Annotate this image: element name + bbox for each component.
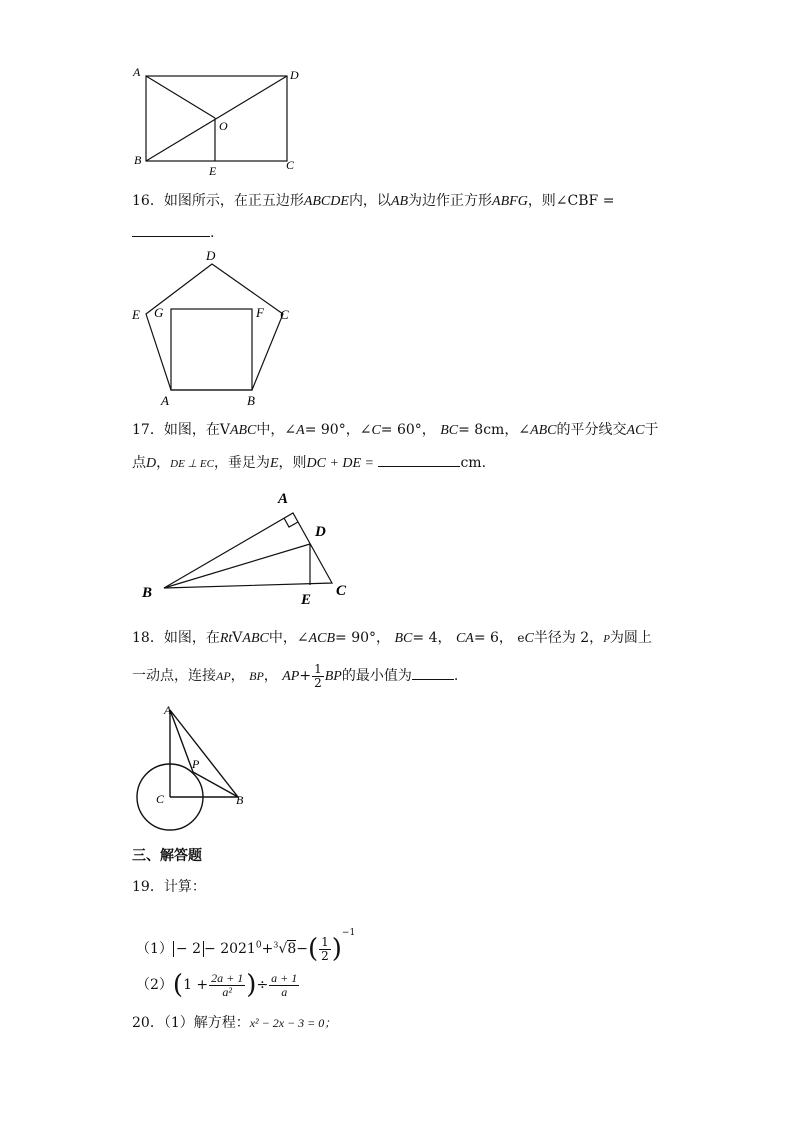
- q18-t10: ，: [263, 668, 278, 684]
- q17-t5: = 8cm，∠: [458, 422, 531, 438]
- q16-period: .: [210, 225, 215, 241]
- question-17-line2: [132, 452, 486, 474]
- circle-triangle-figure: [130, 700, 260, 840]
- q16-ab: AB: [390, 194, 409, 209]
- q18-t1: 如图，在: [163, 630, 220, 646]
- q18-p: P: [603, 633, 610, 645]
- question-18: [132, 628, 652, 649]
- q19-part1: $(1) - 2 - 2021^0+^3√8-$( $\frac{1}{2}$ )$^{-1}$: [136, 928, 356, 964]
- q18-t3: = 90°，: [335, 630, 391, 646]
- q19-part2: （2）(1 + $\frac{2a + 1}{\text{a²}}$ )÷ $\frac{a + 1}{a}$: [136, 970, 298, 1000]
- q19-one: 1 +: [183, 977, 209, 993]
- equation: x² − 2x − 3 = 0；: [249, 1016, 337, 1030]
- q18-ap: AP: [216, 669, 231, 683]
- q17-t11: ，则: [278, 455, 307, 471]
- abs-value: − 2: [173, 941, 204, 957]
- q16-end: ，则∠CBF =: [527, 193, 615, 209]
- q17-t2: 中，∠: [256, 422, 297, 438]
- fraction-denominator: a: [281, 984, 288, 999]
- q18-bc: BC: [394, 631, 413, 646]
- label-c: C: [280, 307, 289, 322]
- label-f: F: [256, 305, 264, 320]
- q16-mid: 内，以: [348, 193, 391, 209]
- exponent: −1: [341, 928, 356, 938]
- q17-ac: AC: [626, 423, 645, 438]
- fraction-numerator: 1: [314, 661, 322, 676]
- q17-t7: 于: [644, 422, 659, 438]
- q16-mid2: 为边作正方形: [408, 193, 493, 209]
- q19-minus: −: [296, 941, 308, 957]
- q18-v: V: [232, 630, 243, 646]
- question-18-line2: [132, 662, 458, 691]
- q18-plus: +: [299, 668, 312, 684]
- q17-debc: DE ⊥ EC: [170, 458, 214, 470]
- q17-e: E: [269, 456, 279, 471]
- section-heading: 三、解答题: [132, 848, 202, 864]
- label-d: D: [290, 68, 299, 82]
- fraction-denominator: 2: [314, 675, 322, 690]
- fraction-denominator: 2: [321, 948, 329, 963]
- q18-t5: = 6，: [473, 630, 513, 646]
- q17-a: A: [296, 423, 305, 438]
- q16-text: 如图所示，在正五边形: [163, 193, 304, 209]
- q18-period: .: [453, 668, 459, 684]
- answer-blank-16[interactable]: [132, 222, 214, 243]
- divide-sign: ÷: [256, 977, 269, 993]
- part-label: （2）: [136, 977, 173, 993]
- question-16: [132, 191, 614, 212]
- q17-c: C: [371, 423, 381, 438]
- label-e: E: [301, 592, 312, 608]
- q16-square: ABFG: [492, 194, 528, 209]
- q17-t6: 的平分线交: [556, 422, 627, 438]
- label-c: C: [336, 583, 347, 599]
- fraction-numerator: 1: [321, 934, 329, 949]
- q18-bp: BP: [249, 669, 264, 683]
- question-19: 19．计算：: [132, 879, 206, 895]
- q16-pentagon: ABCDE: [303, 194, 349, 209]
- q19-plus: +: [261, 941, 274, 957]
- label-d: D: [206, 248, 216, 263]
- q18-acb: ACB: [308, 631, 336, 646]
- fraction-numerator: a + 1: [271, 970, 298, 985]
- q17-abc: ABC: [530, 423, 557, 438]
- answer-blank-17[interactable]: [378, 452, 460, 467]
- q17-t10: ，垂足为: [213, 455, 270, 471]
- q17-t3: = 90°，∠: [304, 422, 372, 438]
- q18-c: C: [524, 631, 534, 646]
- question-number: 18．: [132, 630, 164, 646]
- label-a: A: [164, 703, 172, 717]
- fraction-numerator: 2a + 1: [211, 970, 244, 985]
- label-e: E: [132, 307, 140, 322]
- label-b: B: [134, 153, 142, 167]
- rectangle-figure: [130, 62, 310, 182]
- q18-ap2: AP: [282, 669, 300, 684]
- fraction-denominator: a²: [222, 984, 233, 999]
- circle-symbol: e: [517, 631, 525, 645]
- label-b: B: [142, 585, 153, 601]
- q17-unit: cm.: [460, 455, 487, 471]
- q17-t9: ，: [156, 455, 171, 471]
- q18-t6: 半径为 2，: [533, 630, 604, 646]
- label-b: B: [236, 793, 244, 807]
- question-17: [132, 420, 658, 441]
- label-c: C: [286, 158, 295, 172]
- fraction: [269, 972, 299, 999]
- q18-t2: 中，∠: [268, 630, 309, 646]
- q18-t11: 的最小值为: [341, 668, 412, 684]
- q18-ca: CA: [455, 631, 474, 646]
- label-g: G: [154, 305, 164, 320]
- q18-t8: 一动点，连接: [132, 668, 216, 684]
- q17-dcde: DC + DE =: [306, 456, 375, 471]
- root-index: 3: [273, 940, 279, 950]
- q17-d: D: [146, 456, 157, 471]
- q18-abc: ABC: [242, 631, 269, 646]
- label-d: D: [315, 524, 326, 540]
- label-e: E: [209, 164, 217, 178]
- q17-t4: = 60°，: [380, 422, 436, 438]
- label-a: A: [278, 491, 289, 507]
- answer-blank-18[interactable]: [412, 665, 454, 680]
- fraction: [209, 972, 245, 999]
- fraction-half: [319, 936, 331, 963]
- q18-bp2: BP: [324, 669, 342, 684]
- label-a: A: [161, 393, 169, 408]
- q18-t4: = 4，: [412, 630, 452, 646]
- label-o: O: [219, 119, 228, 133]
- label-b: B: [247, 393, 255, 408]
- q17-text: 如图，在V: [163, 422, 230, 438]
- q18-t7: 为圆上: [609, 630, 652, 646]
- radicand: 8: [287, 941, 297, 957]
- label-a: A: [133, 65, 141, 79]
- q18-rt: Rt: [219, 631, 233, 646]
- q17-bc: BC: [440, 423, 459, 438]
- question-number: 20．（1）解方程：: [132, 1015, 250, 1031]
- question-number: 16．: [132, 193, 164, 209]
- cube-root: √8: [278, 941, 297, 957]
- exponent: 0: [255, 940, 262, 951]
- q18-t9: ，: [230, 668, 245, 684]
- fraction-half: [312, 663, 324, 690]
- q19-term: − 2021: [204, 941, 256, 957]
- triangle-figure: [138, 484, 368, 614]
- q17-t8: 点: [132, 455, 146, 471]
- q17-tri: ABC: [229, 423, 257, 438]
- question-number: 17．: [132, 422, 164, 438]
- question-20: [132, 1013, 336, 1033]
- label-c: C: [156, 792, 165, 806]
- pentagon-figure: [128, 246, 308, 411]
- label-p: P: [192, 757, 200, 771]
- part-label: （1）: [136, 941, 173, 957]
